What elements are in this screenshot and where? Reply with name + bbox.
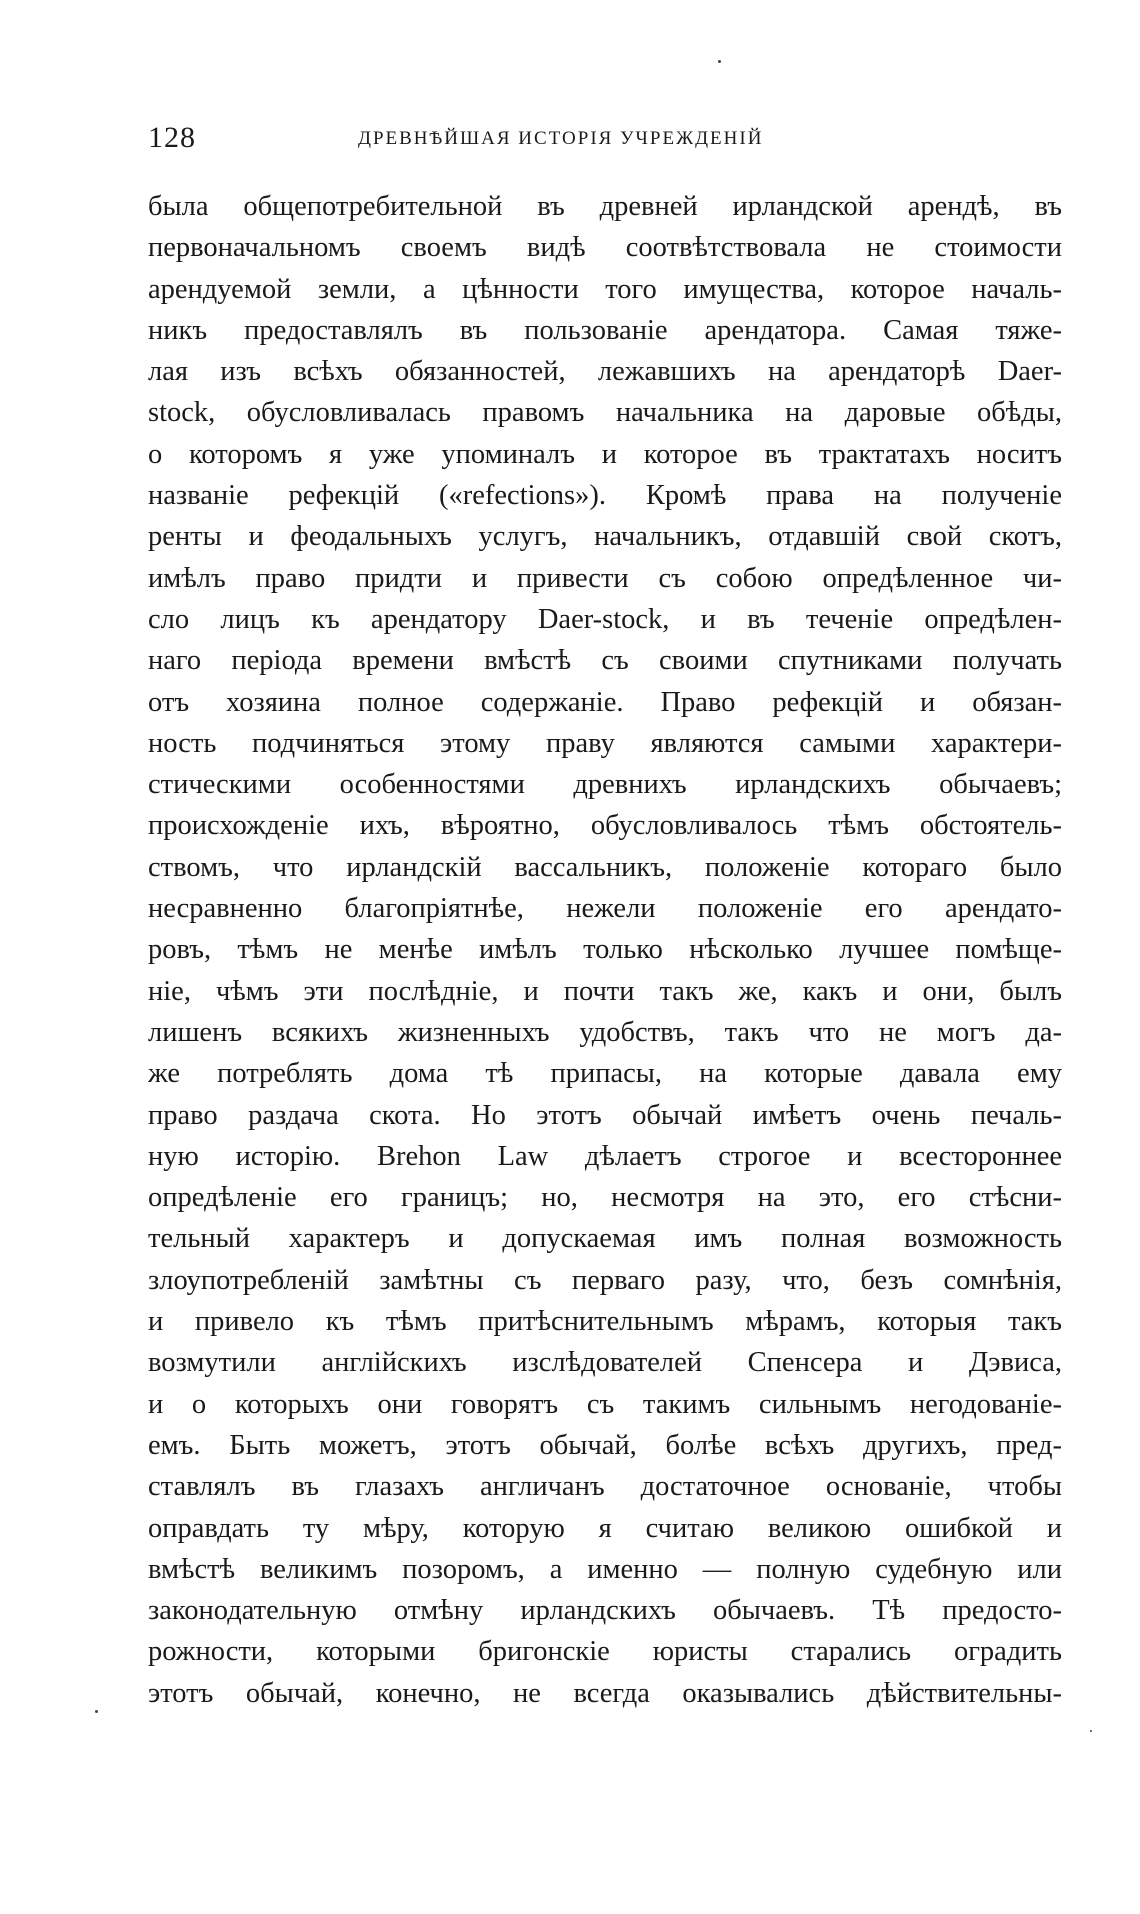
text-line: арендуемой земли, а цѣнности того имущества, которое началь- bbox=[148, 273, 1062, 305]
text-line: оправдать ту мѣру, которую я считаю великою ошибкой и bbox=[148, 1512, 1062, 1544]
text-line: ставлялъ въ глазахъ англичанъ достаточное основаніе, чтобы bbox=[148, 1471, 1062, 1503]
page-header bbox=[148, 118, 844, 162]
text-line: отъ хозяина полное содержаніе. Право рефекцій и обязан- bbox=[148, 686, 1062, 718]
text-line: вмѣстѣ великимъ позоромъ, а именно — полную судебную или bbox=[148, 1553, 1062, 1585]
running-head: ДРЕВНѢЙШАЯ ИСТОРІЯ УЧРЕЖДЕНІЙ bbox=[358, 128, 764, 149]
text-line: опредѣленіе его границъ; но, несмотря на это, его стѣсни- bbox=[148, 1182, 1062, 1214]
text-line: никъ предоставлялъ въ пользованіе арендатора. Самая тяже- bbox=[148, 314, 1062, 346]
text-line: ніе, чѣмъ эти послѣдніе, и почти такъ же, какъ и они, былъ bbox=[148, 975, 1062, 1007]
text-line: стическими особенностями древнихъ ирландскихъ обычаевъ; bbox=[148, 769, 1062, 801]
text-line: ствомъ, что ирландскій вассальникъ, положеніе котораго было bbox=[148, 851, 1062, 883]
text-line: имѣлъ право придти и привести съ собою опредѣленное чи- bbox=[148, 562, 1062, 594]
text-line: ренты и феодальныхъ услугъ, начальникъ, отдавшій свой скотъ, bbox=[148, 521, 1062, 553]
text-line: законодательную отмѣну ирландскихъ обычаевъ. Тѣ предосто- bbox=[148, 1595, 1062, 1627]
text-line: ную исторію. Brehon Law дѣлаетъ строгое и всестороннее bbox=[148, 1140, 1062, 1172]
text-line: право раздача скота. Но этотъ обычай имѣетъ очень печаль- bbox=[148, 1099, 1062, 1131]
text-line: первоначальномъ своемъ видѣ соотвѣтствовала не стоимости bbox=[148, 232, 1062, 264]
scan-speck bbox=[1090, 1730, 1092, 1732]
text-line: сло лицъ къ арендатору Daer-stock, и въ теченіе опредѣлен- bbox=[148, 603, 1062, 635]
text-line: была общепотребительной въ древней ирландской арендѣ, въ bbox=[148, 191, 1062, 222]
text-line: несравненно благопріятнѣе, нежели положеніе его арендато- bbox=[148, 893, 1062, 925]
text-line: этотъ обычай, конечно, не всегда оказывались дѣйствительны- bbox=[148, 1677, 1062, 1709]
text-line: stock, обусловливалась правомъ начальника на даровые обѣды, bbox=[148, 397, 1062, 429]
text-line: лишенъ всякихъ жизненныхъ удобствъ, такъ что не могъ да- bbox=[148, 1016, 1062, 1048]
body-text bbox=[148, 186, 1062, 1714]
text-line: лая изъ всѣхъ обязанностей, лежавшихъ на арендаторѣ Daer- bbox=[148, 356, 1062, 388]
text-line: и привело къ тѣмъ притѣснительнымъ мѣрамъ, которыя такъ bbox=[148, 1306, 1062, 1338]
text-line: наго періода времени вмѣстѣ съ своими спутниками получать bbox=[148, 645, 1062, 677]
text-line: рожности, которыми бригонскіе юристы старались оградить bbox=[148, 1636, 1062, 1668]
text-line: и о которыхъ они говорятъ съ такимъ сильнымъ негодованіе- bbox=[148, 1388, 1062, 1420]
text-line: о которомъ я уже упоминалъ и которое въ трактатахъ носитъ bbox=[148, 438, 1062, 470]
scan-speck bbox=[95, 1710, 98, 1713]
text-line: же потреблять дома тѣ припасы, на которые давала ему bbox=[148, 1058, 1062, 1090]
text-line: ровъ, тѣмъ не менѣе имѣлъ только нѣсколько лучшее помѣще- bbox=[148, 934, 1062, 966]
text-line: происхожденіе ихъ, вѣроятно, обусловливалось тѣмъ обстоятель- bbox=[148, 810, 1062, 842]
text-line: названіе рефекцій («refections»). Кромѣ права на полученіе bbox=[148, 480, 1062, 512]
text-line: злоупотребленій замѣтны съ перваго разу, что, безъ сомнѣнія, bbox=[148, 1264, 1062, 1296]
page-number: 128 bbox=[148, 121, 196, 154]
text-line: емъ. Быть можетъ, этотъ обычай, болѣе всѣхъ другихъ, пред- bbox=[148, 1429, 1062, 1461]
text-line: ность подчиняться этому праву являются самыми характери- bbox=[148, 727, 1062, 759]
scan-speck bbox=[718, 60, 721, 63]
text-line: тельный характеръ и допускаемая имъ полная возможность bbox=[148, 1223, 1062, 1255]
text-line: возмутили англійскихъ изслѣдователей Спенсера и Дэвиса, bbox=[148, 1347, 1062, 1379]
